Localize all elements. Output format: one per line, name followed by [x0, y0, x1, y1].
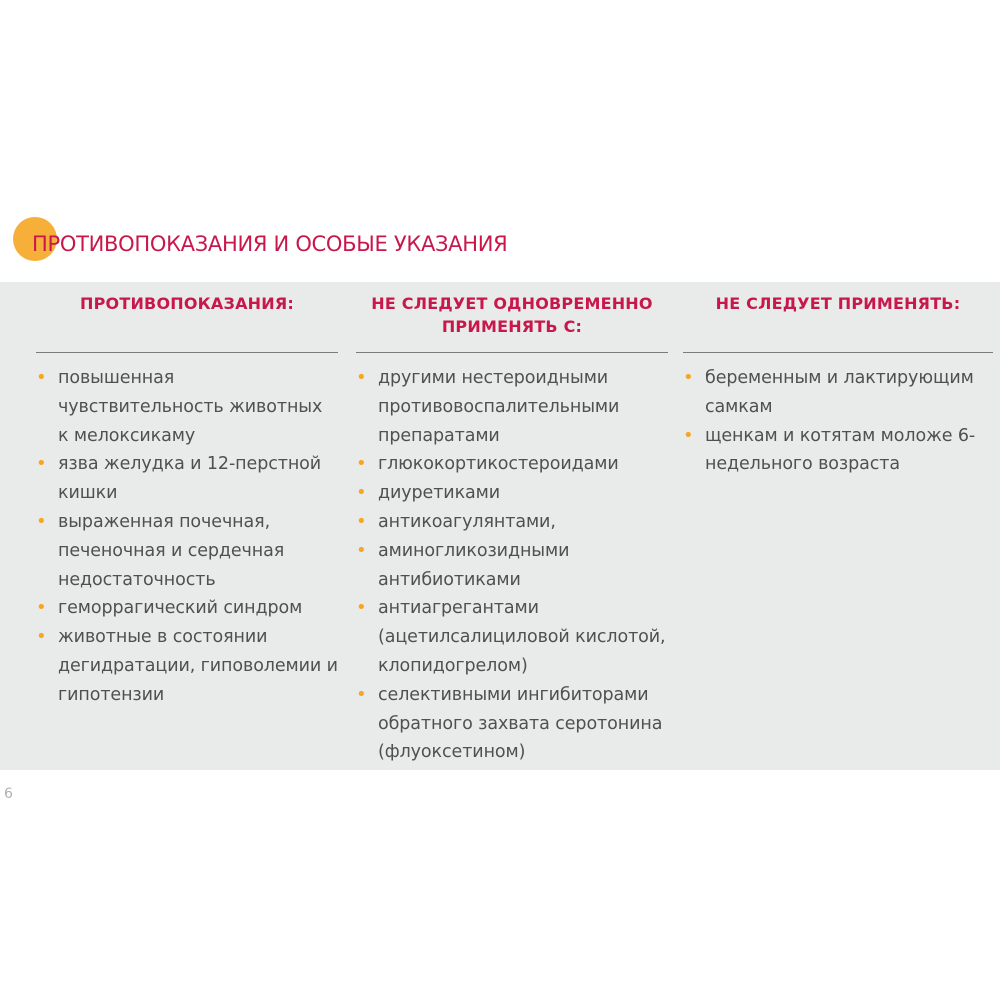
bullet-icon: • [36, 597, 47, 619]
list-item: • диуретиками [356, 479, 668, 508]
list-item: • животные в состоянии дегидратации, гиповолемии и гипотензии [36, 623, 338, 709]
list-item: • повышенная чувствительность животных к мелоксикаму [36, 364, 338, 450]
bullet-icon: • [36, 453, 47, 475]
bullet-icon: • [683, 424, 694, 446]
bullet-icon: • [356, 597, 367, 619]
column-header: НЕ СЛЕДУЕТ ОДНОВРЕМЕННО ПРИМЕНЯТЬ С: [371, 294, 653, 336]
column-divider [36, 352, 338, 353]
bullet-icon: • [356, 453, 367, 475]
list-item: • аминогликозидными антибиотиками [356, 537, 668, 595]
bullet-icon: • [356, 510, 367, 532]
bullet-icon: • [36, 510, 47, 532]
bullet-icon: • [36, 626, 47, 648]
bullet-icon: • [356, 482, 367, 504]
bullet-list [683, 364, 993, 479]
column-divider [356, 352, 668, 353]
list-item: • глюкокортикостероидами [356, 450, 668, 479]
page-title: ПРОТИВОПОКАЗАНИЯ И ОСОБЫЕ УКАЗАНИЯ [32, 232, 508, 256]
column-header: ПРОТИВОПОКАЗАНИЯ: [80, 294, 294, 313]
list-item: • беременным и лактирующим самкам [683, 364, 993, 422]
bullet-icon: • [356, 367, 367, 388]
list-item: • селективными ингибиторами обратного захвата серотонина (флуоксетином) [356, 681, 668, 767]
column-header: НЕ СЛЕДУЕТ ПРИМЕНЯТЬ: [715, 294, 961, 313]
bullet-icon: • [356, 539, 367, 561]
list-item: • другими нестероидными противовоспалительными препаратами [356, 364, 668, 450]
list-item: • выраженная почечная, печеночная и сердечная недостаточность [36, 508, 338, 594]
list-item: • антиагрегантами (ацетилсалициловой кислотой, клопидогрелом) [356, 594, 668, 680]
list-item: • антикоагулянтами, [356, 508, 668, 537]
list-item: • геморрагический синдром [36, 594, 338, 623]
list-item: • щенкам и котятам моложе 6-недельного возраста [683, 422, 993, 480]
bullet-list [36, 364, 338, 710]
list-item: • язва желудка и 12-перстной кишки [36, 450, 338, 508]
bullet-icon: • [356, 683, 367, 705]
bullet-list [356, 364, 668, 767]
bullet-icon: • [36, 367, 47, 388]
info-panel [0, 282, 1000, 770]
page-number: 6 [4, 786, 13, 802]
column-divider [683, 352, 993, 353]
bullet-icon: • [683, 367, 694, 388]
